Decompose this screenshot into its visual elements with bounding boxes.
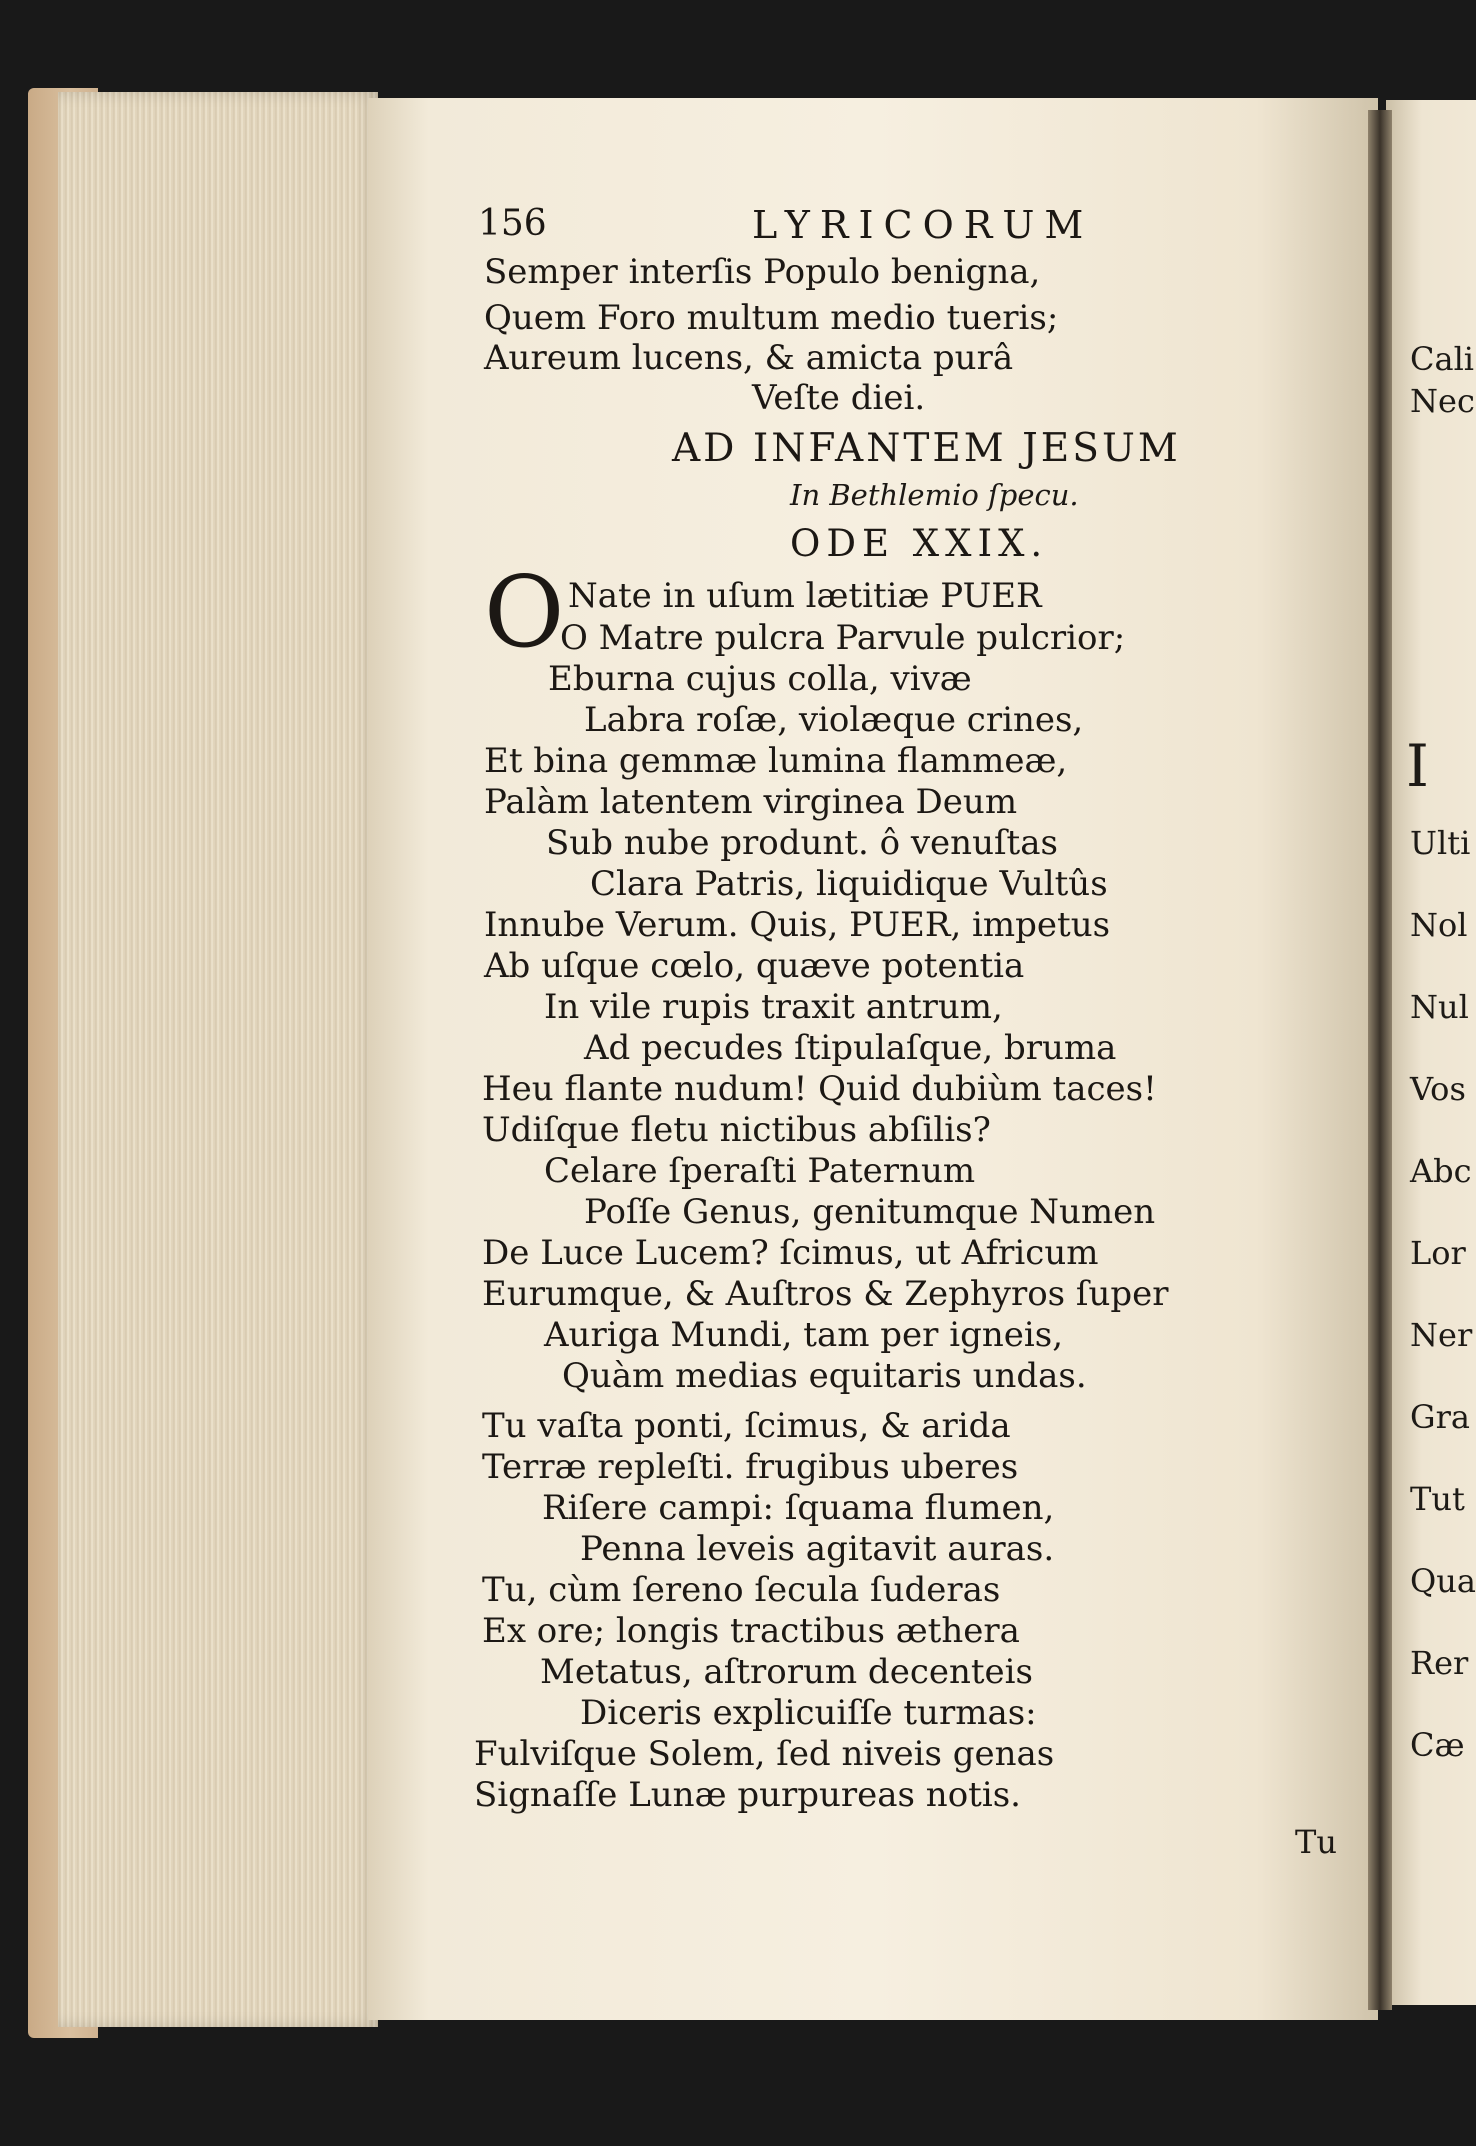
verse-line: Clara Patris, liquidique Vultûs xyxy=(590,864,1108,904)
verse-line: Riſere campi: ſquama flumen, xyxy=(542,1488,1055,1528)
verse-line: Ex ore; longis tractibus æthera xyxy=(482,1611,1020,1651)
verse-line: Penna leveis agitavit auras. xyxy=(580,1529,1055,1569)
facing-page-fragment: Nol xyxy=(1410,906,1468,944)
verse-line: Auriga Mundi, tam per igneis, xyxy=(544,1315,1063,1355)
verse-line: Tu vaſta ponti, ſcimus, & arida xyxy=(482,1406,1011,1446)
facing-page-initial: I xyxy=(1406,732,1429,800)
verse-line: Ab uſque cœlo, quæve potentia xyxy=(484,946,1025,986)
facing-page-fragment: Gra xyxy=(1410,1398,1470,1436)
continuation-line: Aureum lucens, & amicta purâ xyxy=(484,338,1014,378)
page-number: 156 xyxy=(478,203,547,244)
catchword: Tu xyxy=(1295,1823,1337,1861)
facing-page-fragment: Ner xyxy=(1410,1316,1473,1354)
verse-line: Metatus, aſtrorum decenteis xyxy=(540,1652,1033,1692)
ode-number: ODE XXIX. xyxy=(790,522,1049,565)
verse-line: Terræ repleſti. frugibus uberes xyxy=(482,1447,1019,1487)
running-title: LYRICORUM xyxy=(752,203,1094,247)
verse-line: Nate in uſum lætitiæ PUER xyxy=(568,576,1042,616)
verse-line: Palàm latentem virginea Deum xyxy=(484,782,1018,822)
drop-cap-initial: O xyxy=(484,556,565,670)
verse-line: Diceris explicuiſſe turmas: xyxy=(580,1693,1037,1733)
facing-page-fragment: Cæ xyxy=(1410,1726,1465,1764)
verse-line: De Luce Lucem? ſcimus, ut Africum xyxy=(482,1233,1099,1273)
verse-line: Innube Verum. Quis, PUER, impetus xyxy=(484,905,1111,945)
facing-page-fragment: Nul xyxy=(1410,988,1469,1026)
verse-line: Eurumque, & Auſtros & Zephyros ſuper xyxy=(482,1274,1169,1314)
verse-line: Heu flante nudum! Quid dubiùm taces! xyxy=(482,1069,1157,1109)
facing-page-fragment: Nec xyxy=(1410,382,1475,420)
poem-subtitle: In Bethlemio ſpecu. xyxy=(790,478,1079,512)
verse-line: O Matre pulcra Parvule pulcrior; xyxy=(560,618,1126,658)
verse-line: Labra roſæ, violæque crines, xyxy=(584,700,1084,740)
verse-line: Sub nube produnt. ô venuſtas xyxy=(546,823,1058,863)
verse-line: Et bina gemmæ lumina flammeæ, xyxy=(484,741,1068,781)
continuation-line: Veſte diei. xyxy=(752,378,926,418)
facing-page-fragment: Lor xyxy=(1410,1234,1466,1272)
facing-page-fragment: Ulti xyxy=(1410,824,1471,862)
verse-line: Tu, cùm ſereno ſecula ſuderas xyxy=(482,1570,1001,1610)
verse-line: Quàm medias equitaris undas. xyxy=(562,1356,1087,1396)
verse-line: Fulviſque Solem, ſed niveis genas xyxy=(474,1734,1055,1774)
facing-page-fragment: Vos xyxy=(1410,1070,1466,1108)
verse-line: In vile rupis traxit antrum, xyxy=(544,987,1003,1027)
verse-line: Ad pecudes ſtipulaſque, bruma xyxy=(584,1028,1117,1068)
book-gutter xyxy=(1368,110,1392,2010)
facing-page-fragment: Abc xyxy=(1410,1152,1472,1190)
continuation-line: Semper interſis Populo benigna, xyxy=(484,252,1041,292)
poem-title: AD INFANTEM JESUM xyxy=(672,426,1181,471)
verse-line: Eburna cujus colla, vivæ xyxy=(548,659,972,699)
facing-page-fragment: Tut xyxy=(1410,1480,1465,1518)
verse-line: Celare ſperaſti Paternum xyxy=(544,1151,976,1191)
verse-line: Poſſe Genus, genitumque Numen xyxy=(584,1192,1156,1232)
verse-line: Signaſſe Lunæ purpureas notis. xyxy=(474,1775,1021,1815)
verse-line: Udiſque fletu nictibus abſilis? xyxy=(482,1110,991,1150)
facing-page-fragment: Cali xyxy=(1410,340,1475,378)
facing-page-fragment: Rer xyxy=(1410,1644,1469,1682)
continuation-line: Quem Foro multum medio tueris; xyxy=(484,298,1059,338)
facing-page-fragment: Qua xyxy=(1410,1562,1476,1600)
page-edges-stack xyxy=(58,92,378,2027)
